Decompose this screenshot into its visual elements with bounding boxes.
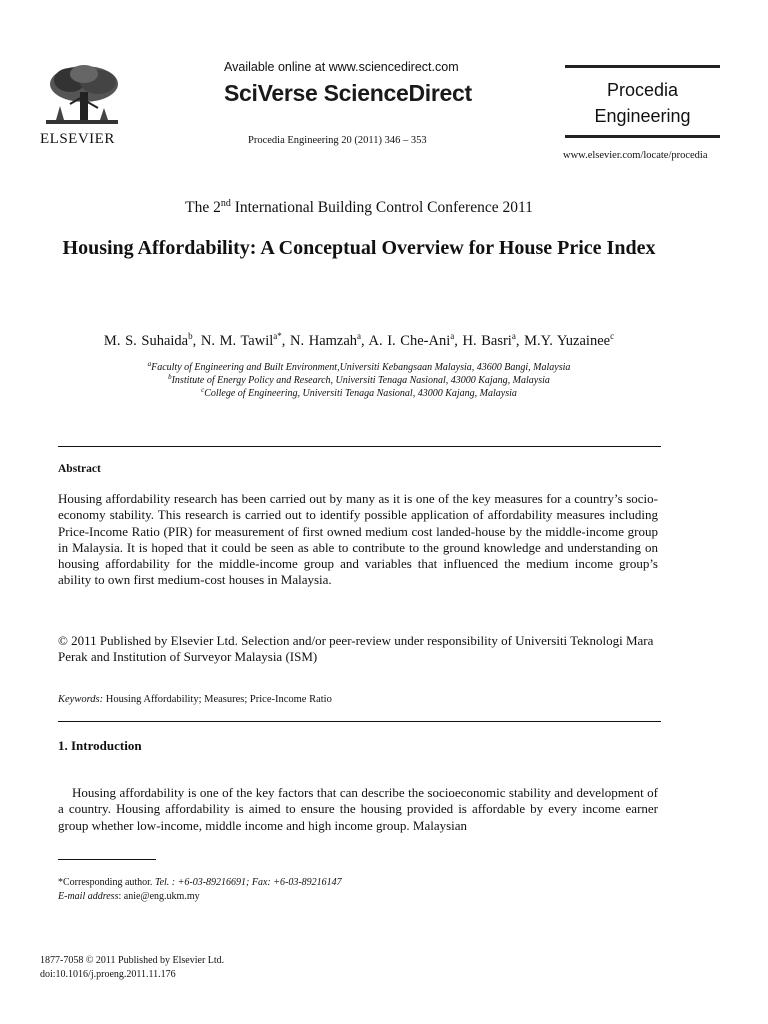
journal-name-line1: Procedia (606, 80, 679, 100)
section-divider (58, 446, 661, 447)
journal-box-rule-bottom (565, 135, 720, 138)
affiliation-mark: a (147, 360, 152, 368)
author-affiliation-mark: c (610, 331, 615, 341)
author-affiliation-mark: a* (273, 331, 282, 341)
author-separator: , (454, 333, 463, 349)
journal-url-link[interactable]: www.elsevier.com/locate/procedia (563, 150, 708, 161)
affiliation (0, 360, 718, 373)
author-separator: , (361, 333, 369, 349)
author: M.Y. Yuzainee (524, 333, 611, 349)
affiliation-mark: c (201, 386, 205, 394)
abstract-text: Housing affordability research has been carried out by many as it is one of the key measures for a country’s socio-economy stability. This research is carried out to identify possible application of affordability measures including Price-Income Ratio (PIR) for measurement of first owned medium cost landed-house by the middle-income group in Malaysia. It is hoped that it could be seen as able to contribute to the ground knowledge and understanding on housing affordability for the middle-income group and variables that influenced the medium income group’s ability to own first medium-cost houses in Malaysia. (58, 491, 658, 588)
email-footnote (58, 891, 200, 902)
conference-prefix: The 2 (185, 199, 221, 216)
author: N. M. Tawil (200, 333, 274, 349)
author-separator: , (192, 333, 201, 349)
footnote-rule (58, 859, 156, 860)
author-separator: , (281, 333, 291, 349)
contact-numbers: Tel. : +6-03-89216691; Fax: +6-03-89216147 (154, 877, 342, 888)
corresponding-author-footnote (58, 877, 342, 888)
affiliation (0, 386, 718, 399)
abstract-heading: Abstract (58, 463, 101, 475)
author-affiliation-mark: a (450, 331, 455, 341)
author-affiliation-mark: b (188, 331, 193, 341)
affiliation-text: College of Engineering, Universiti Tenaga Nasional, 43000 Kajang, Malaysia (204, 388, 517, 399)
affiliation-text: Faculty of Engineering and Built Environment,Universiti Kebangsaan Malaysia, 43600 Bangi, Malaysia (151, 362, 571, 373)
available-online-text[interactable]: Available online at www.sciencedirect.com (224, 60, 459, 74)
elsevier-tree-logo (40, 62, 124, 132)
copyright-notice: © 2011 Published by Elsevier Ltd. Selection and/or peer-review under responsibility of Universiti Teknologi Mara Perak and Institution of Surveyor Malaysia (ISM) (58, 633, 654, 665)
journal-name (565, 77, 720, 129)
tree-icon (40, 62, 124, 132)
email-separator: : (118, 891, 122, 902)
email-label: E-mail address (58, 891, 119, 902)
affiliation-mark: b (168, 373, 172, 381)
conference-ordinal: nd (220, 198, 231, 209)
email-link[interactable]: anie@eng.ukm.my (123, 891, 200, 902)
conference-rest: International Building Control Conference 2011 (230, 199, 533, 216)
doi-link[interactable]: doi:10.1016/j.proeng.2011.11.176 (40, 969, 176, 980)
author: H. Basri (462, 333, 512, 349)
journal-name-line2: Engineering (594, 106, 691, 126)
publisher-name: ELSEVIER (40, 131, 115, 147)
sciverse-sciencedirect-brand: SciVerse ScienceDirect (224, 80, 472, 106)
journal-box-rule-top (565, 65, 720, 68)
corresponding-label: *Corresponding author. (58, 877, 153, 888)
author-affiliation-mark: a (511, 331, 516, 341)
author-separator: , (515, 333, 525, 349)
journal-reference: Procedia Engineering 20 (2011) 346 – 353 (248, 135, 427, 146)
issn-line: 1877-7058 © 2011 Published by Elsevier Ltd. (40, 955, 225, 966)
section-heading-introduction: 1. Introduction (58, 738, 142, 753)
introduction-text: Housing affordability is one of the key factors that can describe the socioeconomic stability and development of a country. Housing affordability is aimed to ensure the housing provided is affordable by every income earner group whether low-income, middle income and high income group. Malaysian (58, 785, 658, 833)
keywords (58, 694, 332, 705)
section-divider (58, 721, 661, 722)
author-list (0, 331, 718, 350)
author: M. S. Suhaida (103, 333, 189, 349)
keywords-label: Keywords: (58, 694, 104, 705)
author: N. Hamzah (290, 333, 358, 349)
keywords-list: Housing Affordability; Measures; Price-Income Ratio (105, 694, 332, 705)
affiliation-text: Institute of Energy Policy and Research, Universiti Tenaga Nasional, 43000 Kajang, Malaysia (171, 375, 550, 386)
affiliation (0, 373, 718, 386)
author: A. I. Che-Ani (368, 333, 451, 349)
conference-name (0, 198, 718, 217)
author-affiliation-mark: a (357, 331, 362, 341)
paper-title: Housing Affordability: A Conceptual Overview for House Price Index (62, 237, 656, 259)
